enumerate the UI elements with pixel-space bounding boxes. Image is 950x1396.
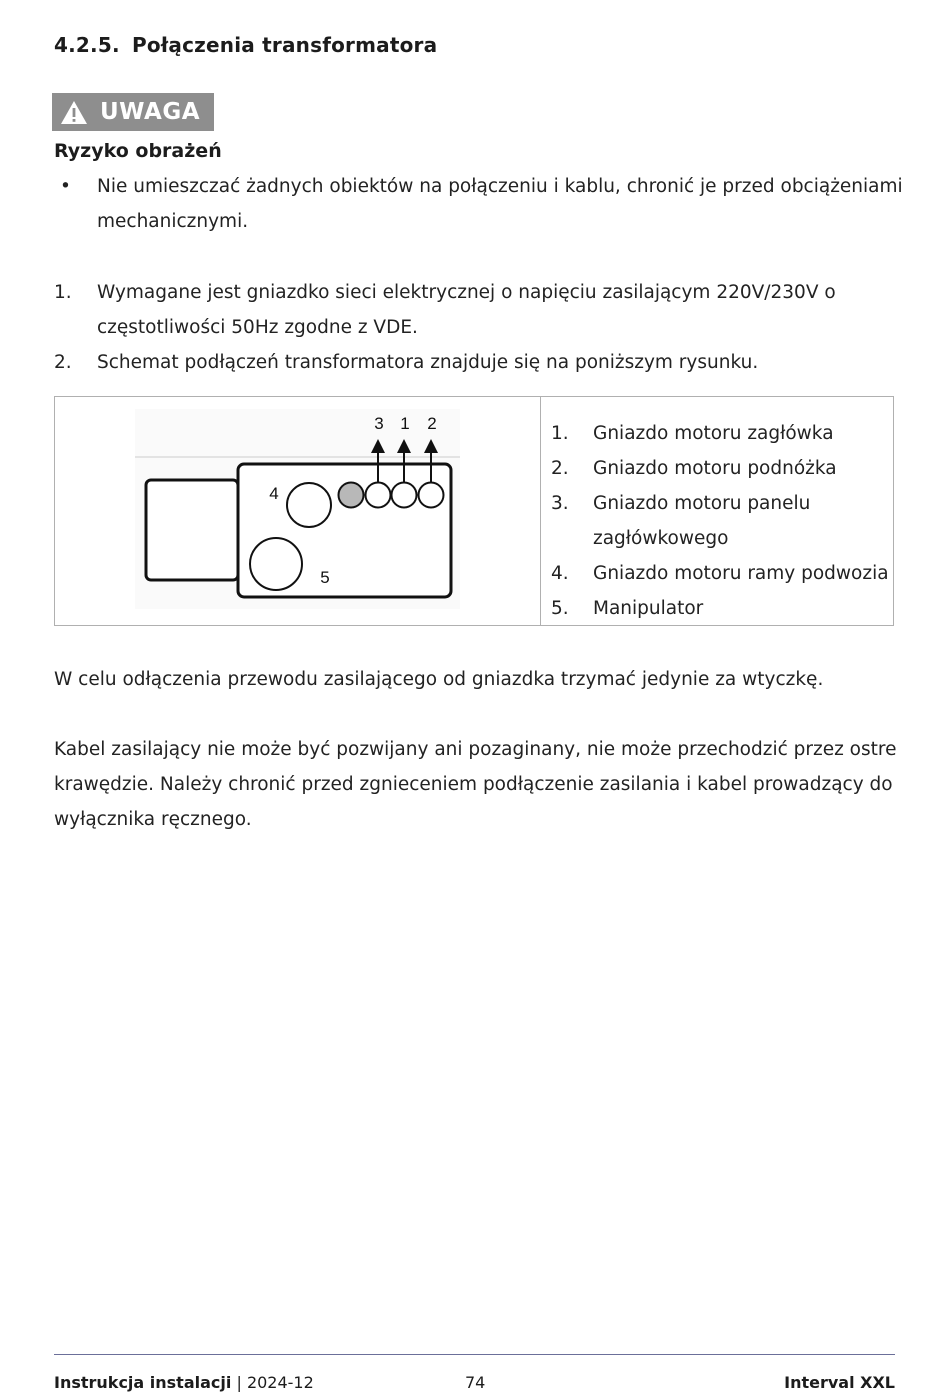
- footer-separator: |: [236, 1373, 242, 1392]
- list-item: [551, 416, 891, 451]
- section-title: Połączenia transformatora: [132, 33, 438, 57]
- section-heading: [54, 33, 437, 57]
- warning-label: UWAGA: [100, 99, 200, 125]
- legend-text: Manipulator: [593, 598, 704, 619]
- label-2: 2: [427, 414, 437, 433]
- legend-list: [551, 416, 891, 626]
- legend-number: 4.: [551, 563, 569, 584]
- label-5: 5: [320, 568, 330, 587]
- socket-3: [366, 483, 391, 508]
- socket-5: [250, 538, 302, 590]
- list-item: [551, 451, 891, 486]
- label-1: 1: [400, 414, 410, 433]
- legend-text: Gniazdo motoru zagłówka: [593, 423, 834, 444]
- diagram-table: [54, 396, 894, 626]
- step-number: 1.: [54, 282, 72, 303]
- footer-doc-title: Instrukcja instalacji: [54, 1373, 232, 1392]
- steps-list: [54, 275, 904, 380]
- list-item: [551, 556, 891, 591]
- label-3: 3: [374, 414, 384, 433]
- paragraph-cable: Kabel zasilający nie może być pozwijany ani pozaginany, nie może przechodzić przez ostre krawędzie. Należy chronić przed zgnieceniem podłączenie zasilania i kabel prowadzący do wyłącznika ręcznego.: [54, 739, 897, 830]
- legend-number: 1.: [551, 423, 569, 444]
- step-text: Wymagane jest gniazdko sieci elektrycznej o napięciu zasilającym 220V/230V o częstotliwości 50Hz zgodne z VDE.: [97, 282, 836, 338]
- step-text: Schemat podłączeń transformatora znajduje się na poniższym rysunku.: [97, 352, 759, 373]
- section-number: 4.2.5.: [54, 33, 120, 57]
- risk-bullet: [54, 169, 904, 239]
- list-item: [54, 345, 904, 380]
- socket-4: [287, 483, 331, 527]
- plug-housing: [146, 480, 238, 580]
- legend-text: Gniazdo motoru panelu zagłówkowego: [593, 493, 811, 549]
- list-item: [54, 275, 904, 345]
- legend-text: Gniazdo motoru podnóżka: [593, 458, 837, 479]
- legend-number: 5.: [551, 598, 569, 619]
- legend-number: 2.: [551, 458, 569, 479]
- risk-title: Ryzyko obrażeń: [54, 140, 222, 162]
- legend-text: Gniazdo motoru ramy podwozia: [593, 563, 889, 584]
- diagram-cell: [55, 397, 541, 625]
- page-number: 74: [465, 1373, 486, 1392]
- footer-doc-info: [54, 1373, 314, 1392]
- socket-filled: [339, 483, 364, 508]
- footer-date: 2024-12: [246, 1373, 314, 1392]
- step-number: 2.: [54, 352, 72, 373]
- bullet-text: Nie umieszczać żadnych obiektów na połączeniu i kablu, chronić je przed obciążeniami mechanicznymi.: [97, 176, 903, 232]
- transformer-diagram: [55, 397, 540, 625]
- list-item: [551, 591, 891, 626]
- list-item: [551, 486, 891, 556]
- warning-banner: [52, 93, 214, 131]
- socket-2: [419, 483, 444, 508]
- socket-1: [392, 483, 417, 508]
- footer-product: Interval XXL: [784, 1373, 895, 1392]
- warning-triangle-icon: [60, 100, 88, 125]
- footer-divider: [54, 1354, 895, 1355]
- label-4: 4: [269, 484, 279, 503]
- bullet-marker: •: [60, 176, 71, 197]
- paragraph-unplug: W celu odłączenia przewodu zasilającego od gniazdka trzymać jedynie za wtyczkę.: [54, 669, 824, 690]
- legend-number: 3.: [551, 493, 569, 514]
